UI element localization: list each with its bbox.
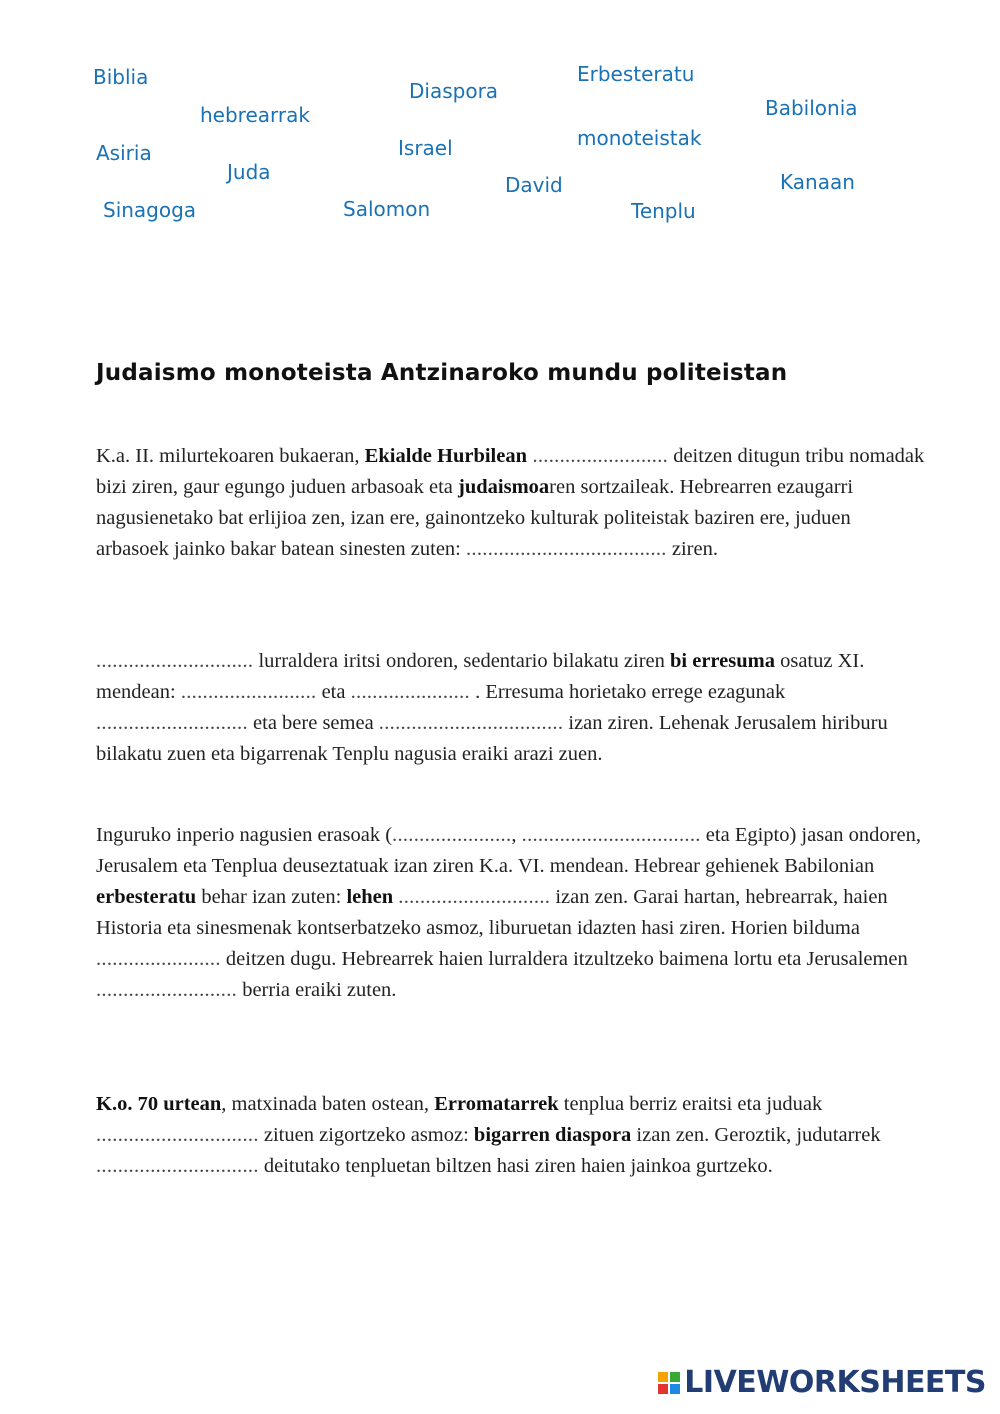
logo-square <box>670 1384 680 1394</box>
word-erbesteratu[interactable]: Erbesteratu <box>577 62 695 86</box>
bold-text: erbesteratu <box>96 886 197 908</box>
bold-text: K.o. 70 urtean <box>96 1093 222 1115</box>
text: . Erresuma horietako errege ezagunak <box>469 681 786 703</box>
bold-text: bi erresuma <box>670 650 775 672</box>
text: eta bere semea <box>247 712 379 734</box>
word-babilonia[interactable]: Babilonia <box>765 96 858 120</box>
blank-biblia[interactable]: ....................... <box>96 948 221 970</box>
word-monoteistak[interactable]: monoteistak <box>577 126 702 150</box>
text: deitzen ditugun tribu nomadak bizi ziren, gaur egungo juduen arbasoak eta <box>96 445 925 498</box>
logo-square <box>670 1372 680 1382</box>
text: izan zen. Geroztik, judutarrek <box>631 1124 881 1146</box>
text: , matxinada baten ostean, <box>221 1093 435 1115</box>
text: , <box>511 824 522 846</box>
text: behar izan zuten: <box>196 886 347 908</box>
text: eta <box>316 681 351 703</box>
text: deitzen dugu. Hebrearrek haien lurraldera itzultzeko baimena lortu eta Jerusalemen <box>220 948 908 970</box>
text: izan ziren. Lehenak Jerusalem hiriburu bilakatu zuen eta bigarrenak Tenplu nagusia eraiki arazi zuen. <box>96 712 888 765</box>
blank-kanaan[interactable]: ............................. <box>96 650 254 672</box>
logo-text: LIVEWORKSHEETS <box>684 1365 986 1400</box>
bold-text: bigarren diaspora <box>473 1124 632 1146</box>
liveworksheets-logo[interactable] <box>658 1365 986 1400</box>
blank-monoteistak[interactable]: ..................................... <box>466 538 667 560</box>
blank-israel[interactable]: ......................... <box>180 681 317 703</box>
logo-square <box>658 1372 668 1382</box>
blank-babilonia[interactable]: ................................. <box>521 824 701 846</box>
paragraph-2 <box>96 646 926 770</box>
page-title: Judaismo monoteista Antzinaroko mundu politeistan <box>96 360 788 386</box>
bold-text: Erromatarrek <box>434 1093 559 1115</box>
text: izan zen. Garai hartan, hebrearrak, haien Historia eta sinesmenak kontserbatzeko asmoz, liburuetan idazten hasi ziren. Horien bilduma <box>96 886 888 939</box>
text: ziren. <box>666 538 718 560</box>
word-biblia[interactable]: Biblia <box>93 65 149 89</box>
bold-text: judaismoa <box>458 476 550 498</box>
word-tenplu[interactable]: Tenplu <box>631 199 696 223</box>
word-juda[interactable]: Juda <box>227 160 271 184</box>
blank-diaspora[interactable]: ............................ <box>398 886 551 908</box>
blank-sinagoga[interactable]: .............................. <box>96 1155 259 1177</box>
word-diaspora[interactable]: Diaspora <box>409 79 499 103</box>
paragraph-4 <box>96 1089 926 1182</box>
blank-asiria[interactable]: ...................... <box>392 824 512 846</box>
word-sinagoga[interactable]: Sinagoga <box>103 198 197 222</box>
blank-david[interactable]: ............................ <box>96 712 248 734</box>
text: tenplua berriz eraitsi eta juduak <box>558 1093 823 1115</box>
text: K.a. II. milurtekoaren bukaeran, <box>96 445 365 467</box>
word-salomon[interactable]: Salomon <box>343 197 431 221</box>
blank-salomon[interactable]: .................................. <box>378 712 564 734</box>
bold-text: Ekialde Hurbilean <box>364 445 528 467</box>
blank-juda[interactable]: ...................... <box>350 681 470 703</box>
blank-tenplu[interactable]: .......................... <box>96 979 238 1001</box>
paragraph-1 <box>96 441 926 565</box>
paragraph-3 <box>96 820 926 1006</box>
text: berria eraiki zuten. <box>237 979 397 1001</box>
text: zituen zigortzeko asmoz: <box>258 1124 474 1146</box>
text: osatuz XI. mendean: <box>96 650 865 703</box>
text: eta Egipto) jasan ondoren, Jerusalem eta Tenplua deuseztatuak izan ziren K.a. VI. mendean. Hebrear gehienek Babilonian <box>96 824 921 877</box>
logo-square <box>658 1384 668 1394</box>
text: deitutako tenpluetan biltzen hasi ziren haien jainkoa gurtzeko. <box>258 1155 773 1177</box>
word-david[interactable]: David <box>505 173 563 197</box>
blank-hebrearrak[interactable]: ......................... <box>527 445 669 467</box>
word-hebrearrak[interactable]: hebrearrak <box>200 103 310 127</box>
liveworksheets-logo-icon <box>658 1372 680 1394</box>
word-asiria[interactable]: Asiria <box>96 141 152 165</box>
blank-erbesteratu[interactable]: .............................. <box>96 1124 259 1146</box>
text: Inguruko inperio nagusien erasoak ( <box>96 824 393 846</box>
text: ren sortzaileak. Hebrearren ezaugarri nagusienetako bat erlijioa zen, izan ere, gainontzeko kulturak politeistak baziren ere, juduen arbasoek jainko bakar batean sinesten zuten: <box>96 476 854 560</box>
word-kanaan[interactable]: Kanaan <box>780 170 855 194</box>
bold-text: lehen <box>346 886 394 908</box>
text: lurraldera iritsi ondoren, sedentario bilakatu ziren <box>253 650 671 672</box>
word-israel[interactable]: Israel <box>398 136 453 160</box>
